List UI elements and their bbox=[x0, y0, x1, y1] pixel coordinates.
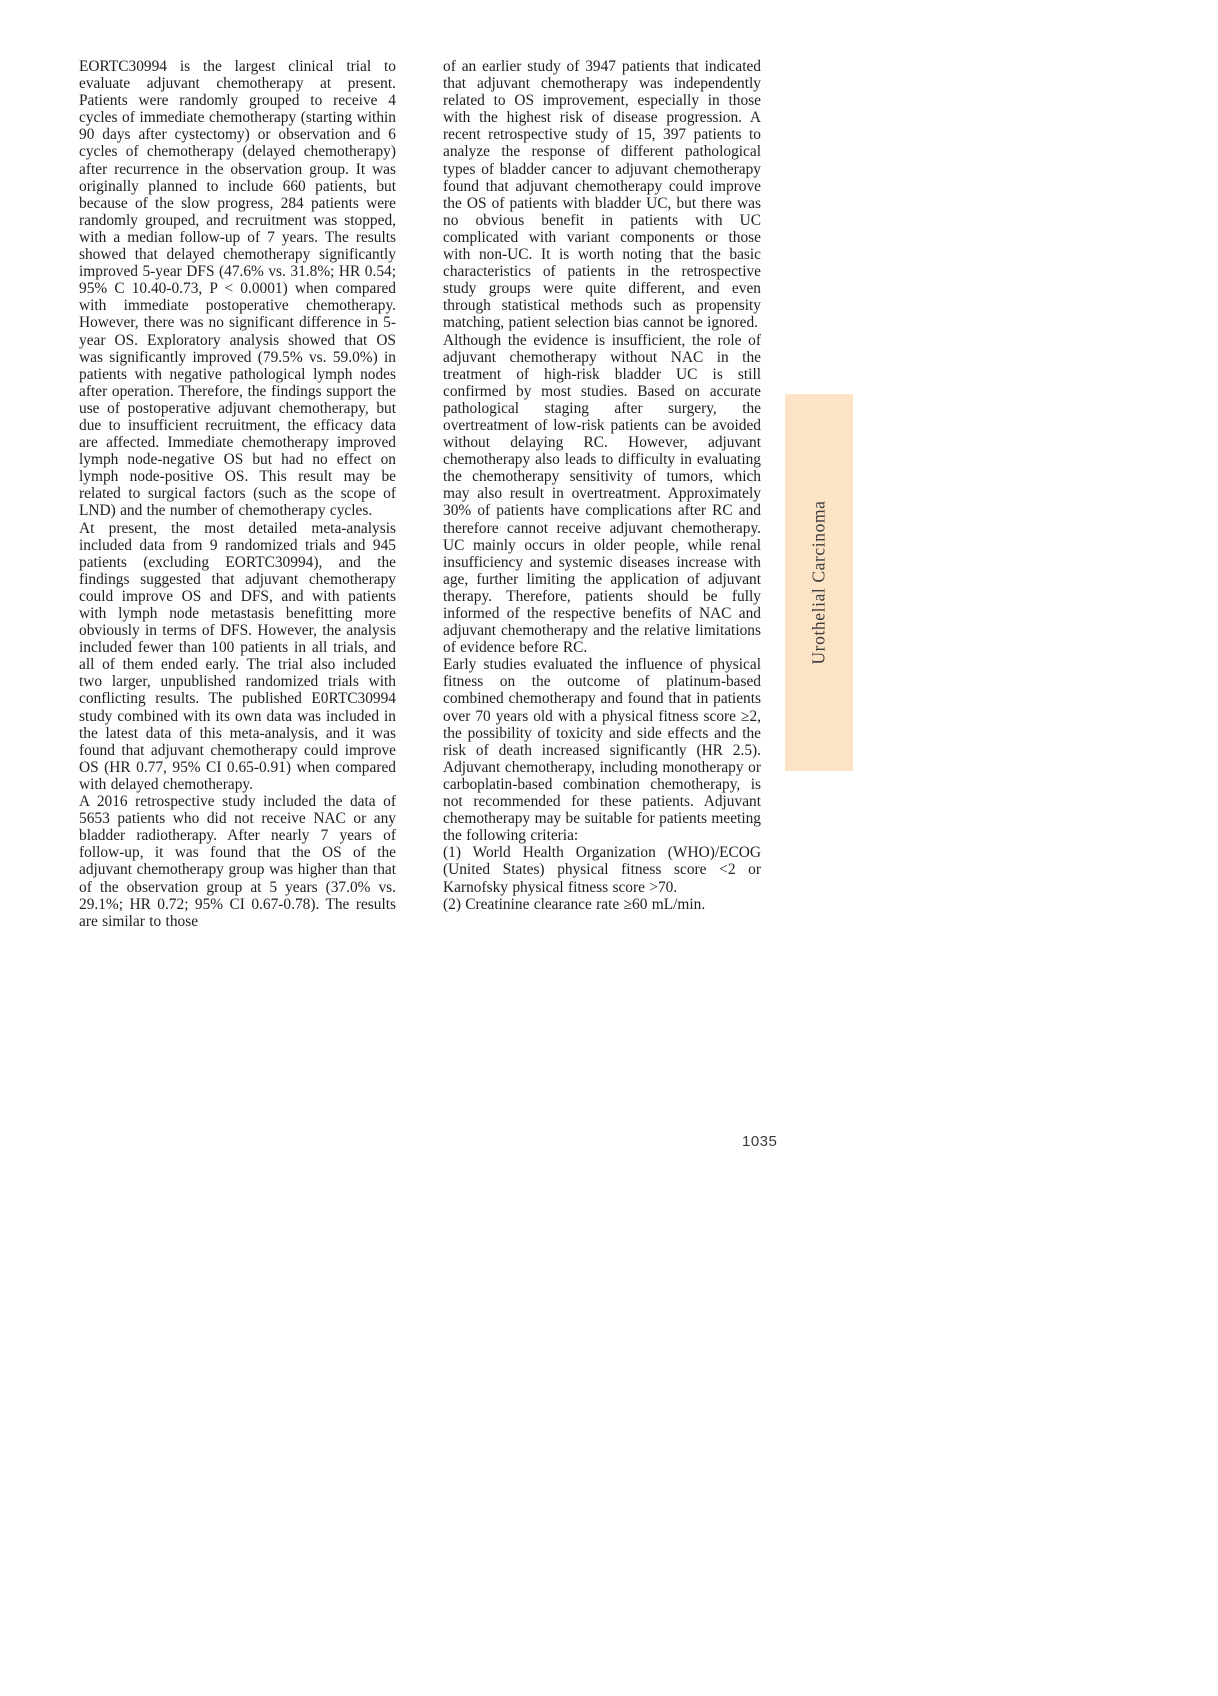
left-text-column bbox=[79, 58, 396, 930]
right-text-column bbox=[443, 58, 761, 913]
criteria-item: (1) World Health Organization (WHO)/ECOG (United States) physical fitness score <2 or Karnofsky physical fitness score >70. bbox=[443, 844, 761, 896]
chapter-tab-label: Urothelial Carcinoma bbox=[808, 500, 829, 665]
page-number: 1035 bbox=[742, 1133, 778, 1150]
paragraph: of an earlier study of 3947 patients that indicated that adjuvant chemotherapy was independently related to OS improvement, especially in those with the highest risk of disease progression. A recent retrospective study of 15, 397 patients to analyze the response of different pathological types of bladder cancer to adjuvant chemotherapy found that adjuvant chemotherapy could improve the OS of patients with bladder UC, but there was no obvious benefit in patients with UC complicated with variant components or those with non-UC. It is worth noting that the basic characteristics of patients in the retrospective study groups were quite different, and even through statistical methods such as propensity matching, patient selection bias cannot be ignored. bbox=[443, 58, 761, 332]
paragraph: At present, the most detailed meta-analysis included data from 9 randomized trials and 945 patients (excluding EORTC30994), and the findings suggested that adjuvant chemotherapy could improve OS and DFS, and with patients with lymph node metastasis benefitting more obviously in terms of DFS. However, the analysis included fewer than 100 patients in all trials, and all of them ended early. The trial also included two larger, unpublished randomized trials with conflicting results. The published E0RTC30994 study combined with its own data was included in the latest data of this meta-analysis, and it was found that adjuvant chemotherapy could improve OS (HR 0.77, 95% CI 0.65-0.91) when compared with delayed chemotherapy. bbox=[79, 519, 396, 793]
paragraph: Early studies evaluated the influence of physical fitness on the outcome of platinum-based combined chemotherapy and found that in patients over 70 years old with a physical fitness score ≥2, the possibility of toxicity and side effects and the risk of death increased significantly (HR 2.5). Adjuvant chemotherapy, including monotherapy or carboplatin-based combination chemotherapy, is not recommended for these patients. Adjuvant chemotherapy may be suitable for patients meeting the following criteria: bbox=[443, 656, 761, 845]
chapter-thumb-tab bbox=[785, 394, 853, 771]
criteria-item: (2) Creatinine clearance rate ≥60 mL/min. bbox=[443, 895, 706, 913]
paragraph: A 2016 retrospective study included the data of 5653 patients who did not receive NAC or any bladder radiotherapy. After nearly 7 years of follow-up, it was found that the OS of the adjuvant chemotherapy group was higher than that of the observation group at 5 years (37.0% vs. 29.1%; HR 0.72; 95% CI 0.67-0.78). The results are similar to those bbox=[79, 793, 396, 930]
paragraph: EORTC30994 is the largest clinical trial to evaluate adjuvant chemotherapy at present. Patients were randomly grouped to receive 4 cycles of immediate chemotherapy (starting within 90 days after cystectomy) or observation and 6 cycles of chemotherapy (delayed chemotherapy) after recurrence in the observation group. It was originally planned to include 660 patients, but because of the slow progress, 284 patients were randomly grouped, and recruitment was stopped, with a median follow-up of 7 years. The results showed that delayed chemotherapy significantly improved 5-year DFS (47.6% vs. 31.8%; HR 0.54; 95% C 10.40-0.73, P < 0.0001) when compared with immediate postoperative chemotherapy. However, there was no significant difference in 5-year OS. Exploratory analysis showed that OS was significantly improved (79.5% vs. 59.0%) in patients with negative pathological lymph nodes after operation. Therefore, the findings support the use of postoperative adjuvant chemotherapy, but due to insufficient recruitment, the efficacy data are affected. Immediate chemotherapy improved lymph node-negative OS but had no effect on lymph node-positive OS. This result may be related to surgical factors (such as the scope of LND) and the number of chemotherapy cycles. bbox=[79, 58, 396, 520]
paragraph: Although the evidence is insufficient, the role of adjuvant chemotherapy without NAC in the treatment of high-risk bladder UC is still confirmed by most studies. Based on accurate pathological staging after surgery, the overtreatment of low-risk patients can be avoided without delaying RC. However, adjuvant chemotherapy also leads to difficulty in evaluating the chemotherapy sensitivity of tumors, which may also result in overtreatment. Approximately 30% of patients have complications after RC and therefore cannot receive adjuvant chemotherapy. UC mainly occurs in older people, while renal insufficiency and systemic diseases increase with age, further limiting the application of adjuvant therapy. Therefore, patients should be fully informed of the respective benefits of NAC and adjuvant chemotherapy and the relative limitations of evidence before RC. bbox=[443, 331, 761, 657]
